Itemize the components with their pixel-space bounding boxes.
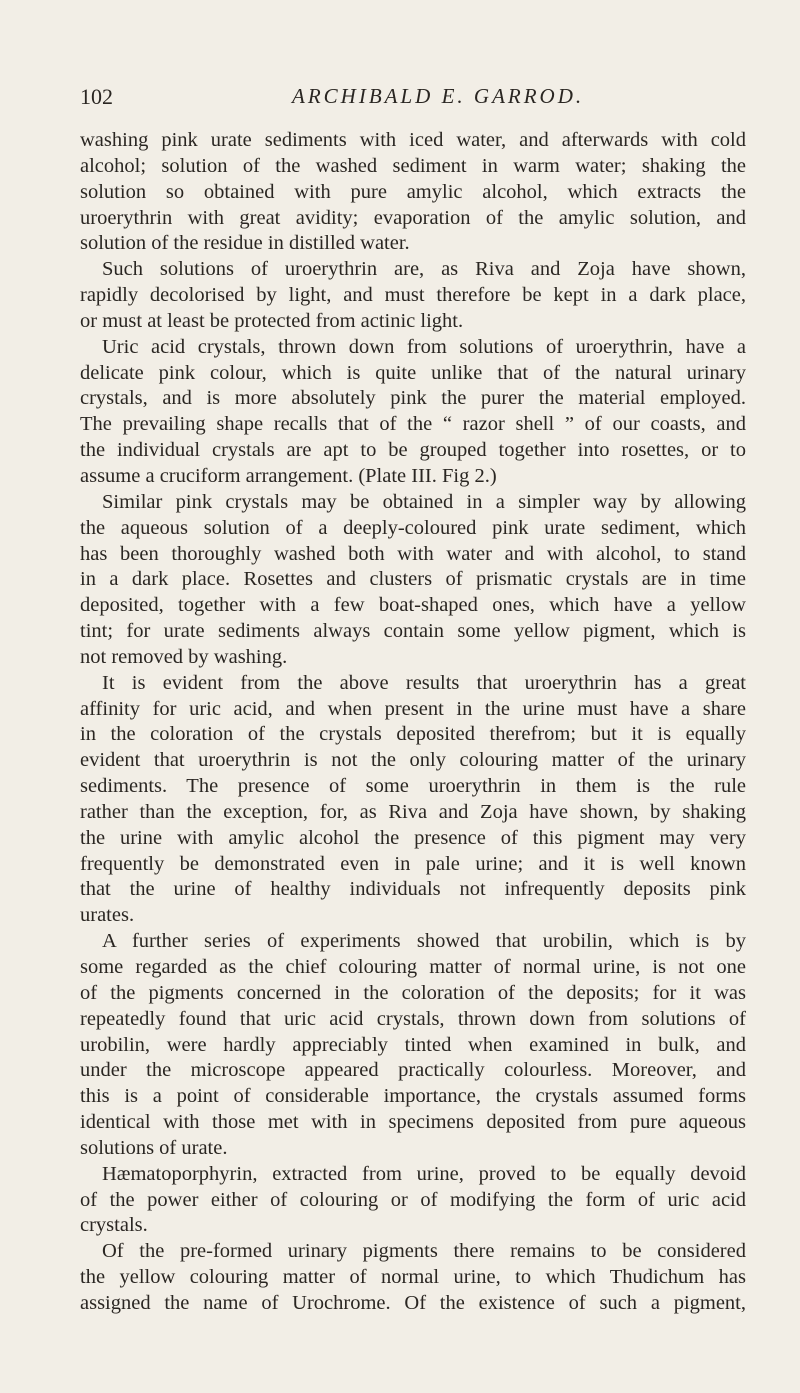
- text-line: in a dark place. Rosettes and clusters of prismatic crystals are in time: [80, 568, 746, 591]
- text-line: urates.: [80, 904, 135, 927]
- text-line: delicate pink colour, which is quite unlike that of the natural urinary: [80, 361, 746, 384]
- page-number: 102: [80, 84, 113, 109]
- text-line: It is evident from the above results that uroerythrin has a great: [102, 671, 746, 694]
- text-line: The prevailing shape recalls that of the “ razor shell ” of our coasts, and: [80, 413, 746, 436]
- text-line: Hæmatoporphyrin, extracted from urine, proved to be equally devoid: [102, 1162, 746, 1185]
- text-line: assigned the name of Urochrome. Of the existence of such a pigment,: [80, 1291, 746, 1314]
- text-line: Similar pink crystals may be obtained in a simpler way by allowing: [102, 490, 746, 513]
- text-line: sediments. The presence of some uroerythrin in them is the rule: [80, 775, 746, 798]
- text-line: Such solutions of uroerythrin are, as Riva and Zoja have shown,: [102, 258, 746, 281]
- text-line: crystals.: [80, 1214, 148, 1237]
- text-line: tint; for urate sediments always contain some yellow pigment, which is: [80, 620, 746, 643]
- text-line: the individual crystals are apt to be grouped together into rosettes, or to: [80, 439, 746, 462]
- text-line: washing pink urate sediments with iced water, and afterwards with cold: [80, 129, 746, 151]
- running-head: ARCHIBALD E. GARROD.: [292, 84, 585, 108]
- text-line: the aqueous solution of a deeply-coloured pink urate sediment, which: [80, 516, 746, 539]
- text-line: deposited, together with a few boat-shaped ones, which have a yellow: [80, 594, 746, 617]
- text-line: not removed by washing.: [80, 645, 288, 668]
- text-line: A further series of experiments showed that urobilin, which is by: [102, 930, 746, 953]
- text-line: urobilin, were hardly appreciably tinted when examined in bulk, and: [80, 1033, 746, 1056]
- text-line: frequently be demonstrated even in pale urine; and it is well known: [80, 852, 746, 875]
- text-line: assume a cruciform arrangement. (Plate III. Fig 2.): [80, 464, 497, 487]
- text-line: this is a point of considerable importance, the crystals assumed forms: [80, 1085, 746, 1108]
- text-line: the yellow colouring matter of normal urine, to which Thudichum has: [80, 1266, 746, 1289]
- text-line: the urine with amylic alcohol the presence of this pigment may very: [80, 826, 746, 849]
- text-line: evident that uroerythrin is not the only colouring matter of the urinary: [80, 749, 746, 772]
- text-line: has been thoroughly washed both with water and with alcohol, to stand: [80, 542, 746, 565]
- text-line: under the microscope appeared practically colourless. Moreover, and: [80, 1059, 746, 1082]
- page-header: [80, 84, 746, 116]
- text-line: solution of the residue in distilled water.: [80, 232, 410, 255]
- text-line: repeatedly found that uric acid crystals, thrown down from solutions of: [80, 1007, 746, 1030]
- text-line: in the coloration of the crystals deposited therefrom; but it is equally: [80, 723, 746, 746]
- text-line: rapidly decolorised by light, and must therefore be kept in a dark place,: [80, 284, 746, 307]
- text-line: of the pigments concerned in the coloration of the deposits; for it was: [80, 981, 746, 1004]
- text-line: that the urine of healthy individuals not infrequently deposits pink: [80, 878, 746, 901]
- text-line: of the power either of colouring or of modifying the form of uric acid: [80, 1188, 746, 1211]
- text-line: some regarded as the chief colouring matter of normal urine, is not one: [80, 956, 746, 978]
- text-line: rather than the exception, for, as Riva and Zoja have shown, by shaking: [80, 800, 746, 823]
- text-line: solutions of urate.: [80, 1136, 228, 1159]
- text-line: uroerythrin with great avidity; evaporation of the amylic solution, and: [80, 206, 746, 229]
- text-line: affinity for uric acid, and when present in the urine must have a share: [80, 697, 746, 720]
- text-line: solution so obtained with pure amylic alcohol, which extracts the: [80, 180, 746, 203]
- text-line: identical with those met with in specimens deposited from pure aqueous: [80, 1111, 746, 1134]
- text-line: Uric acid crystals, thrown down from solutions of uroerythrin, have a: [102, 335, 746, 358]
- text-line: or must at least be protected from actinic light.: [80, 309, 464, 332]
- text-body: [80, 128, 746, 1317]
- text-line: alcohol; solution of the washed sediment in warm water; shaking the: [80, 154, 746, 177]
- text-line: crystals, and is more absolutely pink the purer the material employed.: [80, 387, 746, 410]
- text-line: Of the pre-formed urinary pigments there remains to be considered: [102, 1240, 746, 1263]
